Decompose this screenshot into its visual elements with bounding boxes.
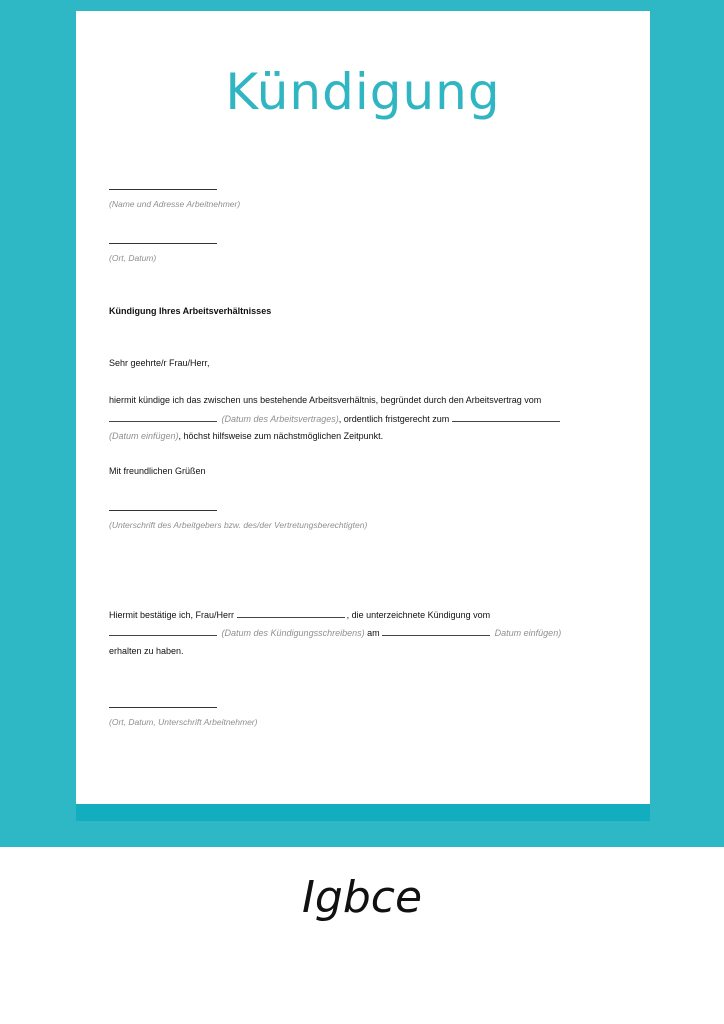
place-date-hint: (Ort, Datum) [109, 253, 157, 263]
final-signature-line [109, 707, 217, 708]
signature-hint: (Unterschrift des Arbeitgebers bzw. des/der Vertretungsberechtigten) [109, 520, 368, 530]
place-date-line [109, 243, 217, 244]
confirmation-text: Hiermit bestätige ich, Frau/Herr [109, 610, 235, 620]
sender-hint: (Name und Adresse Arbeitnehmer) [109, 199, 241, 209]
sender-line [109, 189, 217, 190]
paragraph-text: , ordentlich fristgerecht zum [338, 414, 450, 424]
subject-line: Kündigung Ihres Arbeitsverhältnisses [109, 306, 272, 316]
name-blank [237, 609, 345, 618]
letter-date-blank [109, 627, 217, 636]
letter-date-hint: (Datum des Kündigungsschreibens) [221, 628, 365, 638]
page-bottom-bar [76, 804, 650, 821]
closing: Mit freundlichen Grüßen [109, 466, 206, 476]
contract-date-hint: (Datum des Arbeitsvertrages) [221, 414, 339, 424]
received-date-hint: Datum einfügen) [494, 628, 562, 638]
confirmation-text: , die unterzeichnete Kündigung vom [346, 610, 491, 620]
confirmation-am: am [367, 628, 380, 638]
paragraph-text: , höchst hilfsweise zum nächstmöglichen Zeitpunkt. [178, 431, 384, 441]
paragraph-line-1: hiermit kündige ich das zwischen uns bestehende Arbeitsverhältnis, begründet durch den Arbeitsvertrag vom [109, 395, 542, 405]
paragraph-line-2 [109, 413, 562, 424]
date-hint: (Datum einfügen) [109, 431, 179, 441]
final-signature-hint: (Ort, Datum, Unterschrift Arbeitnehmer) [109, 717, 258, 727]
contract-date-blank [109, 413, 217, 422]
signature-line [109, 510, 217, 511]
brand-caption: Igbce [301, 872, 423, 923]
salutation: Sehr geehrte/r Frau/Herr, [109, 358, 210, 368]
paragraph-line-3 [109, 431, 383, 441]
confirmation-line-2 [109, 627, 561, 638]
termination-date-blank [452, 413, 560, 422]
document-page [76, 11, 650, 821]
document-title: Kündigung [225, 63, 501, 121]
received-date-blank [382, 627, 490, 636]
confirmation-line-3: erhalten zu haben. [109, 646, 184, 656]
confirmation-line-1 [109, 609, 490, 620]
